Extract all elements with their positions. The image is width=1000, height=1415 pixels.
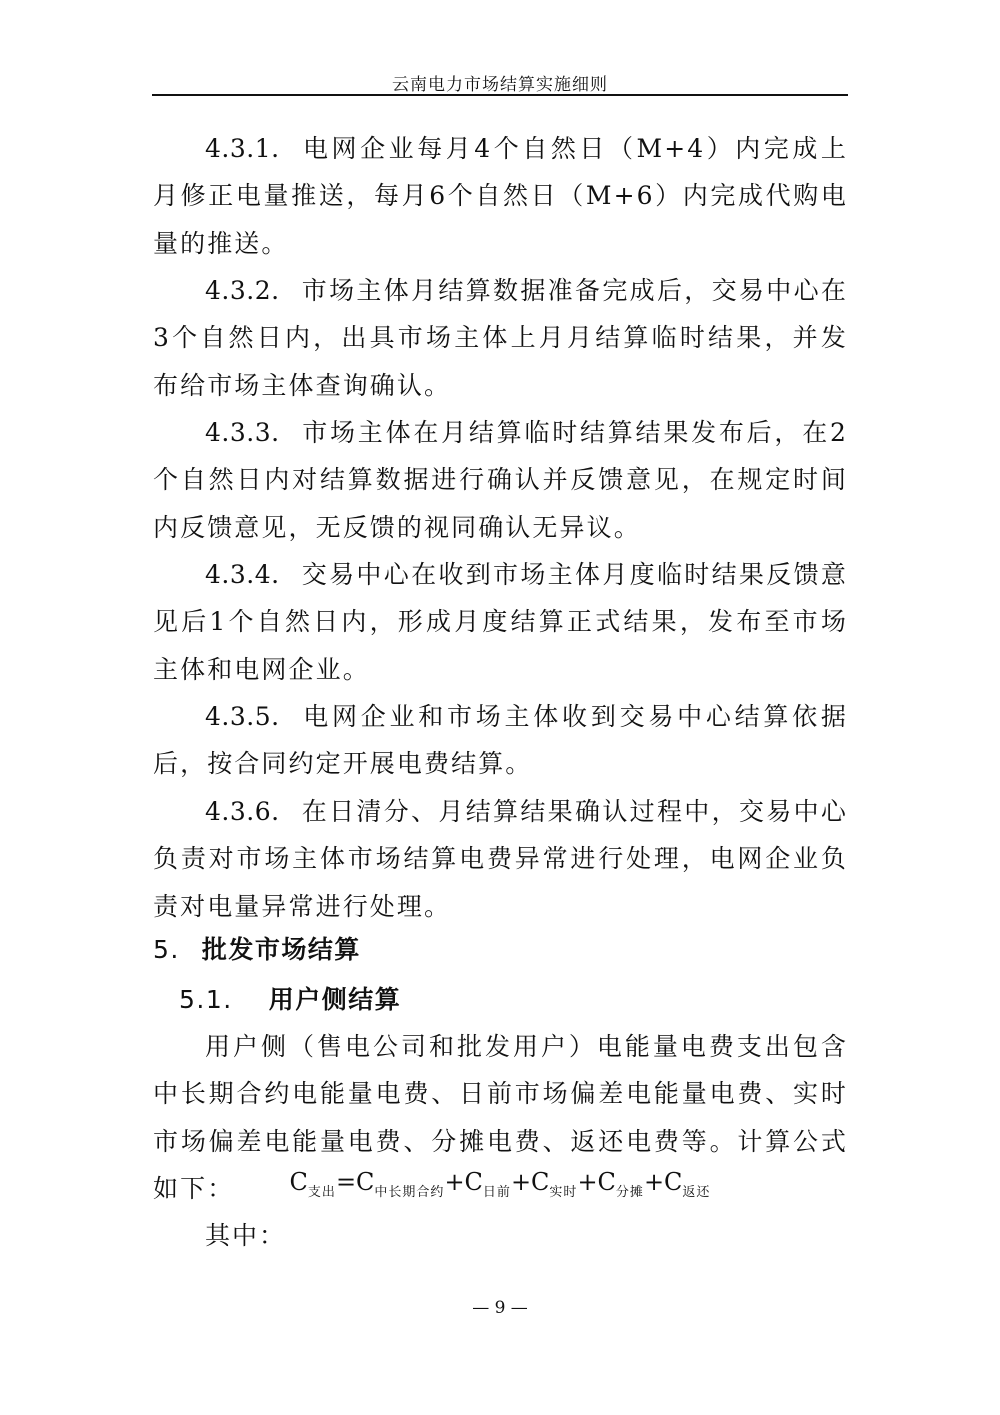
- clause-text: 电网企业和市场主体收到交易中心结算依据后，按合同约定开展电费结算。: [153, 702, 848, 779]
- section-5-1-heading: [179, 980, 401, 1016]
- clause-number: 4.3.6.: [205, 797, 280, 826]
- section-5-heading: [153, 930, 361, 966]
- clause-number: 4.3.3.: [205, 418, 280, 447]
- clause-number: 4.3.2.: [205, 276, 280, 305]
- paragraph-4-3-4: [153, 551, 848, 693]
- section-title: 用户侧结算: [268, 985, 402, 1014]
- paragraph-4-3-1: [153, 125, 848, 267]
- subscript-real-time: 实时: [549, 1184, 578, 1200]
- clause-text: 市场主体月结算数据准备完成后，交易中心在3个自然日内，出具市场主体上月月结算临时结果，并发布给市场主体查询确认。: [153, 276, 848, 400]
- clause-number: 4.3.1.: [205, 134, 280, 163]
- clause-text: 电网企业每月4个自然日（M+4）内完成上月修正电量推送，每月6个自然日（M+6）内完成代购电量的推送。: [153, 134, 848, 258]
- clause-number: 4.3.4.: [205, 560, 280, 589]
- page-number: — 9 —: [472, 1298, 528, 1318]
- subscript-refund: 返还: [682, 1184, 711, 1200]
- section-number: 5.: [153, 935, 180, 964]
- settlement-formula: $C_{支出}=C_{中长期合约}+C_{日前}+C_{实时}+C_{分摊}+C_{返还}$: [289, 1168, 711, 1200]
- subscript-long-term-contract: 中长期合约: [374, 1184, 445, 1200]
- paragraph-4-3-3: [153, 409, 848, 551]
- subscript-day-ahead: 日前: [482, 1184, 511, 1200]
- where-label: 其中：: [205, 1221, 287, 1250]
- paragraph-4-3-6: [153, 788, 848, 930]
- clause-number: 4.3.5.: [205, 702, 280, 731]
- clause-text: 市场主体在月结算临时结算结果发布后，在2个自然日内对结算数据进行确认并反馈意见，在规定时间内反馈意见，无反馈的视同确认无异议。: [153, 418, 848, 542]
- subscript-allocation: 分摊: [615, 1184, 644, 1200]
- page-header-title: 云南电力市场结算实施细则: [392, 75, 608, 95]
- subscript-expense: 支出: [307, 1184, 336, 1200]
- section-title: 批发市场结算: [201, 935, 361, 964]
- clause-text: 交易中心在收到市场主体月度临时结果反馈意见后1个自然日内，形成月度结算正式结果，发布至市场主体和电网企业。: [153, 560, 848, 684]
- clause-text: 在日清分、月结算结果确认过程中，交易中心负责对市场主体市场结算电费异常进行处理，电网企业负责对电量异常进行处理。: [153, 797, 848, 921]
- paragraph-4-3-2: [153, 267, 848, 409]
- body-text: 用户侧（售电公司和批发用户）电能量电费支出包含中长期合约电能量电费、日前市场偏差电能量电费、实时市场偏差电能量电费、分摊电费、返还电费等。计算公式如下：: [153, 1032, 848, 1203]
- header-rule: [152, 94, 848, 96]
- section-number: 5.1.: [179, 985, 233, 1014]
- paragraph-4-3-5: [153, 693, 848, 788]
